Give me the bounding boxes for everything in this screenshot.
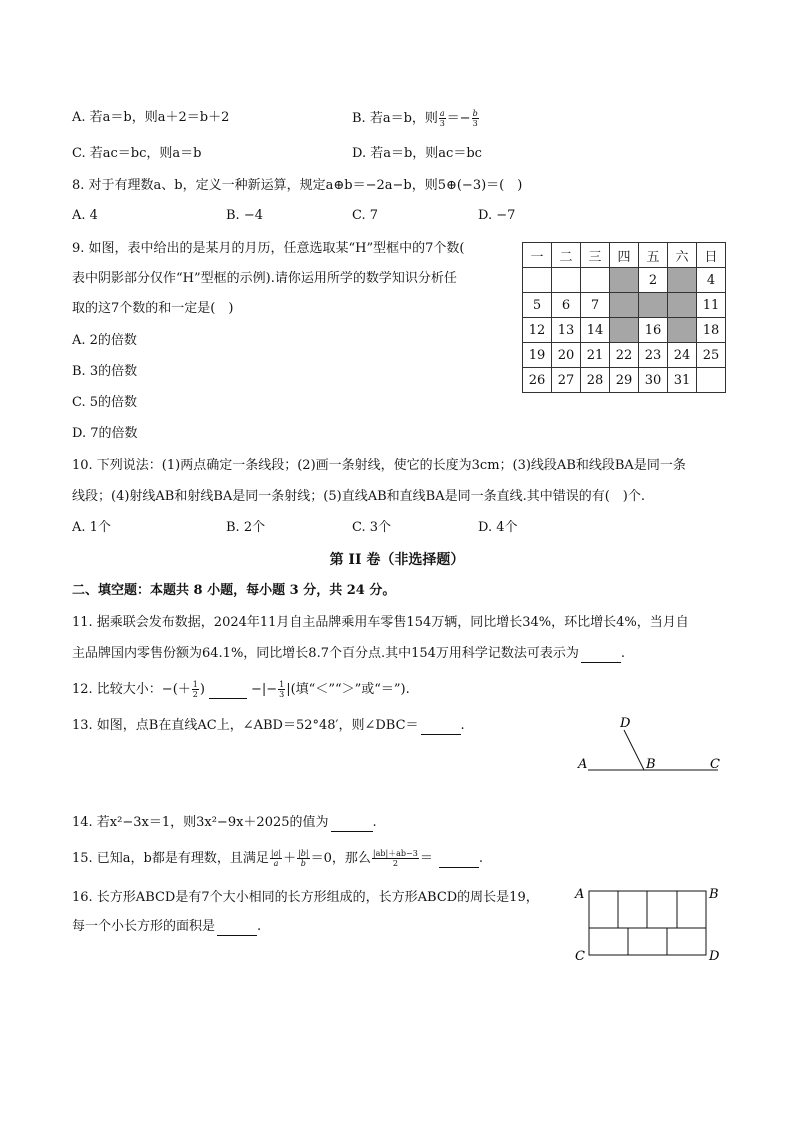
q7-option-d: D. 若a＝b，则ac＝bc — [352, 146, 482, 161]
q15-fraction-3 — [372, 849, 419, 868]
calendar-cell: 29 — [610, 368, 639, 393]
point-label-d: D — [620, 716, 631, 731]
calendar-cell: 13 — [552, 318, 581, 343]
q7-option-b-prefix: B. 若a＝b，则 — [352, 111, 438, 126]
calendar-row — [523, 293, 726, 318]
q16-stem-line-2 — [72, 918, 261, 936]
calendar-cell-shaded — [668, 268, 697, 293]
q15-eq: ＝ — [419, 851, 433, 866]
q16-stem-line-1: 16. 长方形ABCD是有7个大小相同的长方形组成的，长方形ABCD的周长是19， — [72, 890, 539, 905]
calendar-row — [523, 268, 726, 293]
q12-fraction-2 — [278, 680, 285, 699]
q16-stem-text: 每一个小长方形的面积是 — [72, 919, 216, 934]
calendar-row — [523, 318, 726, 343]
calendar-cell — [697, 368, 726, 393]
section-title: 第 II 卷（非选择题） — [329, 552, 465, 568]
q8-option-d: D. −7 — [478, 208, 516, 223]
calendar-cell: 31 — [668, 368, 697, 393]
q12-suffix: |(填“＜”“＞”或“＝”). — [286, 682, 410, 697]
q11-stem-line-2 — [72, 645, 625, 663]
q14-stem — [72, 814, 377, 832]
q9-option-c: C. 5的倍数 — [72, 395, 138, 410]
point-label-a: A — [578, 757, 588, 772]
q9-stem-line-2: 表中阴影部分仅作“H”型框的示例).请你运用所学的数学知识分析任 — [72, 271, 457, 286]
calendar-cell: 5 — [523, 293, 552, 318]
calendar-cell-shaded — [668, 318, 697, 343]
q11-stem-line-1: 11. 据乘联会发布数据，2024年11月自主品牌乘用车零售154万辆，同比增长34%，环比增长4%，当月自 — [72, 615, 689, 630]
q10-option-d: D. 4个 — [478, 520, 518, 535]
calendar-cell: 22 — [610, 343, 639, 368]
angle-diagram — [572, 714, 732, 780]
calendar-cell: 12 — [523, 318, 552, 343]
calendar-cell — [523, 268, 552, 293]
calendar-cell-shaded — [610, 293, 639, 318]
q14-answer-blank[interactable] — [331, 817, 373, 832]
calendar-cell-shaded — [610, 268, 639, 293]
calendar-cell: 28 — [581, 368, 610, 393]
calendar-header-cell: 二 — [552, 243, 581, 268]
calendar-cell: 14 — [581, 318, 610, 343]
q12-stem — [72, 680, 410, 699]
fraction-numerator: b — [472, 109, 478, 118]
fraction-denominator: 3 — [472, 119, 478, 128]
q11-end: . — [620, 646, 626, 661]
calendar-cell-shaded — [639, 293, 668, 318]
calendar-cell-shaded — [610, 318, 639, 343]
calendar-header-cell: 三 — [581, 243, 610, 268]
q15-fraction-1 — [270, 849, 282, 868]
fraction-numerator: |b| — [298, 849, 309, 858]
calendar-header-cell: 日 — [697, 243, 726, 268]
q15-fraction-2 — [297, 849, 310, 868]
fraction-denominator: 3 — [439, 119, 445, 128]
q7-option-b-eq: ＝− — [446, 111, 471, 126]
q16-answer-blank[interactable] — [217, 921, 257, 936]
corner-label-c: C — [575, 949, 585, 964]
q10-stem-line-2: 线段；(4)射线AB和射线BA是同一条射线；(5)直线AB和直线BA是同一条直线.其中错误的有( )个. — [72, 489, 646, 504]
q14-stem-text: 14. 若x²−3x＝1，则3x²−9x＋2025的值为 — [72, 815, 329, 830]
q11-answer-blank[interactable] — [581, 648, 621, 663]
q10-option-a: A. 1个 — [72, 520, 111, 535]
fraction-denominator: 2 — [392, 859, 398, 868]
point-label-b: B — [646, 757, 656, 772]
calendar-header-cell: 六 — [668, 243, 697, 268]
calendar-cell: 26 — [523, 368, 552, 393]
fraction-denominator: a — [273, 859, 279, 868]
calendar-cell: 24 — [668, 343, 697, 368]
rectangle-diagram — [572, 882, 724, 964]
q8-option-a: A. 4 — [72, 208, 98, 223]
point-label-c: C — [710, 757, 720, 772]
calendar-cell: 11 — [697, 293, 726, 318]
q12-fraction-1 — [192, 680, 199, 699]
q12-answer-blank[interactable] — [209, 684, 247, 699]
fraction-numerator: |ab|＋ab−3 — [372, 849, 418, 858]
fraction-numerator: |a| — [270, 849, 282, 858]
q13-answer-blank[interactable] — [421, 720, 461, 735]
q9-stem-line-1: 9. 如图，表中给出的是某月的月历，任意选取某“H”型框中的7个数( — [72, 241, 465, 256]
fraction-numerator: a — [439, 109, 445, 118]
q14-end: . — [372, 815, 377, 830]
q16-end: . — [257, 919, 262, 934]
calendar-cell: 4 — [697, 268, 726, 293]
calendar-cell: 6 — [552, 293, 581, 318]
q10-stem-line-1: 10. 下列说法：(1)两点确定一条线段；(2)画一条射线，使它的长度为3cm；(3)线段AB和线段BA是同一条 — [72, 458, 686, 473]
calendar-cell: 18 — [697, 318, 726, 343]
section-header: 二、填空题：本题共 8 小题，每小题 3 分，共 24 分。 — [72, 583, 396, 598]
q15-plus: ＋ — [283, 851, 297, 866]
fraction-numerator: 1 — [192, 680, 198, 689]
q15-stem — [72, 849, 483, 868]
fraction-numerator: 1 — [279, 680, 285, 689]
ray-bd — [624, 730, 644, 770]
q15-mid: ＝0，那么 — [310, 851, 371, 866]
calendar-header-cell: 四 — [610, 243, 639, 268]
q13-end: . — [460, 718, 465, 733]
q9-option-a: A. 2的倍数 — [72, 333, 137, 348]
q9-option-d: D. 7的倍数 — [72, 426, 138, 441]
q13-stem — [72, 717, 465, 735]
calendar-row — [523, 343, 726, 368]
calendar-cell: 20 — [552, 343, 581, 368]
q15-prefix: 15. 已知a，b都是有理数，且满足 — [72, 851, 269, 866]
q11-stem-text: 主品牌国内零售份额为64.1%，同比增长8.7个百分点.其中154万用科学记数法可表示为 — [72, 646, 579, 661]
q10-option-b: B. 2个 — [226, 520, 266, 535]
calendar-cell: 27 — [552, 368, 581, 393]
calendar-cell: 19 — [523, 343, 552, 368]
q15-end: . — [478, 851, 483, 866]
calendar-cell-shaded — [668, 293, 697, 318]
calendar-cell: 2 — [639, 268, 668, 293]
calendar-cell: 16 — [639, 318, 668, 343]
q8-option-b: B. −4 — [226, 208, 263, 223]
q9-option-b: B. 3的倍数 — [72, 364, 138, 379]
corner-label-a: A — [575, 887, 585, 902]
fraction-denominator: b — [300, 859, 306, 868]
calendar-header-cell: 五 — [639, 243, 668, 268]
calendar-cell: 21 — [581, 343, 610, 368]
q7-option-b-rhs-fraction — [472, 109, 479, 128]
calendar-cell — [552, 268, 581, 293]
q7-option-a: A. 若a＝b，则a＋2＝b＋2 — [72, 110, 230, 125]
q8-option-c: C. 7 — [352, 208, 379, 223]
corner-label-d: D — [709, 949, 720, 964]
q7-option-b-lhs-fraction — [439, 109, 446, 128]
calendar-cell: 7 — [581, 293, 610, 318]
q15-answer-blank[interactable] — [439, 853, 479, 868]
q10-option-c: C. 3个 — [352, 520, 392, 535]
q7-option-b — [352, 109, 480, 128]
q8-stem: 8. 对于有理数a、b，定义一种新运算，规定a⊕b＝−2a−b，则5⊕(−3)＝( ) — [72, 178, 523, 193]
calendar-header-row — [523, 243, 726, 268]
q12-mid-1: ) — [199, 682, 205, 697]
q12-mid-2: −|− — [250, 682, 278, 697]
calendar-cell — [581, 268, 610, 293]
q7-option-c: C. 若ac＝bc，则a＝b — [72, 146, 202, 161]
fraction-denominator: 2 — [192, 690, 198, 699]
corner-label-b: B — [709, 887, 719, 902]
q9-stem-line-3: 取的这7个数的和一定是( ) — [72, 301, 234, 316]
calendar-row — [523, 368, 726, 393]
calendar-cell: 25 — [697, 343, 726, 368]
q12-prefix: 12. 比较大小：−(＋ — [72, 682, 191, 697]
calendar-table — [522, 242, 726, 393]
calendar-cell: 23 — [639, 343, 668, 368]
calendar-header-cell: 一 — [523, 243, 552, 268]
fraction-denominator: 3 — [279, 690, 285, 699]
calendar-cell: 30 — [639, 368, 668, 393]
q13-stem-text: 13. 如图，点B在直线AC上，∠ABD＝52°48′，则∠DBC＝ — [72, 718, 419, 733]
